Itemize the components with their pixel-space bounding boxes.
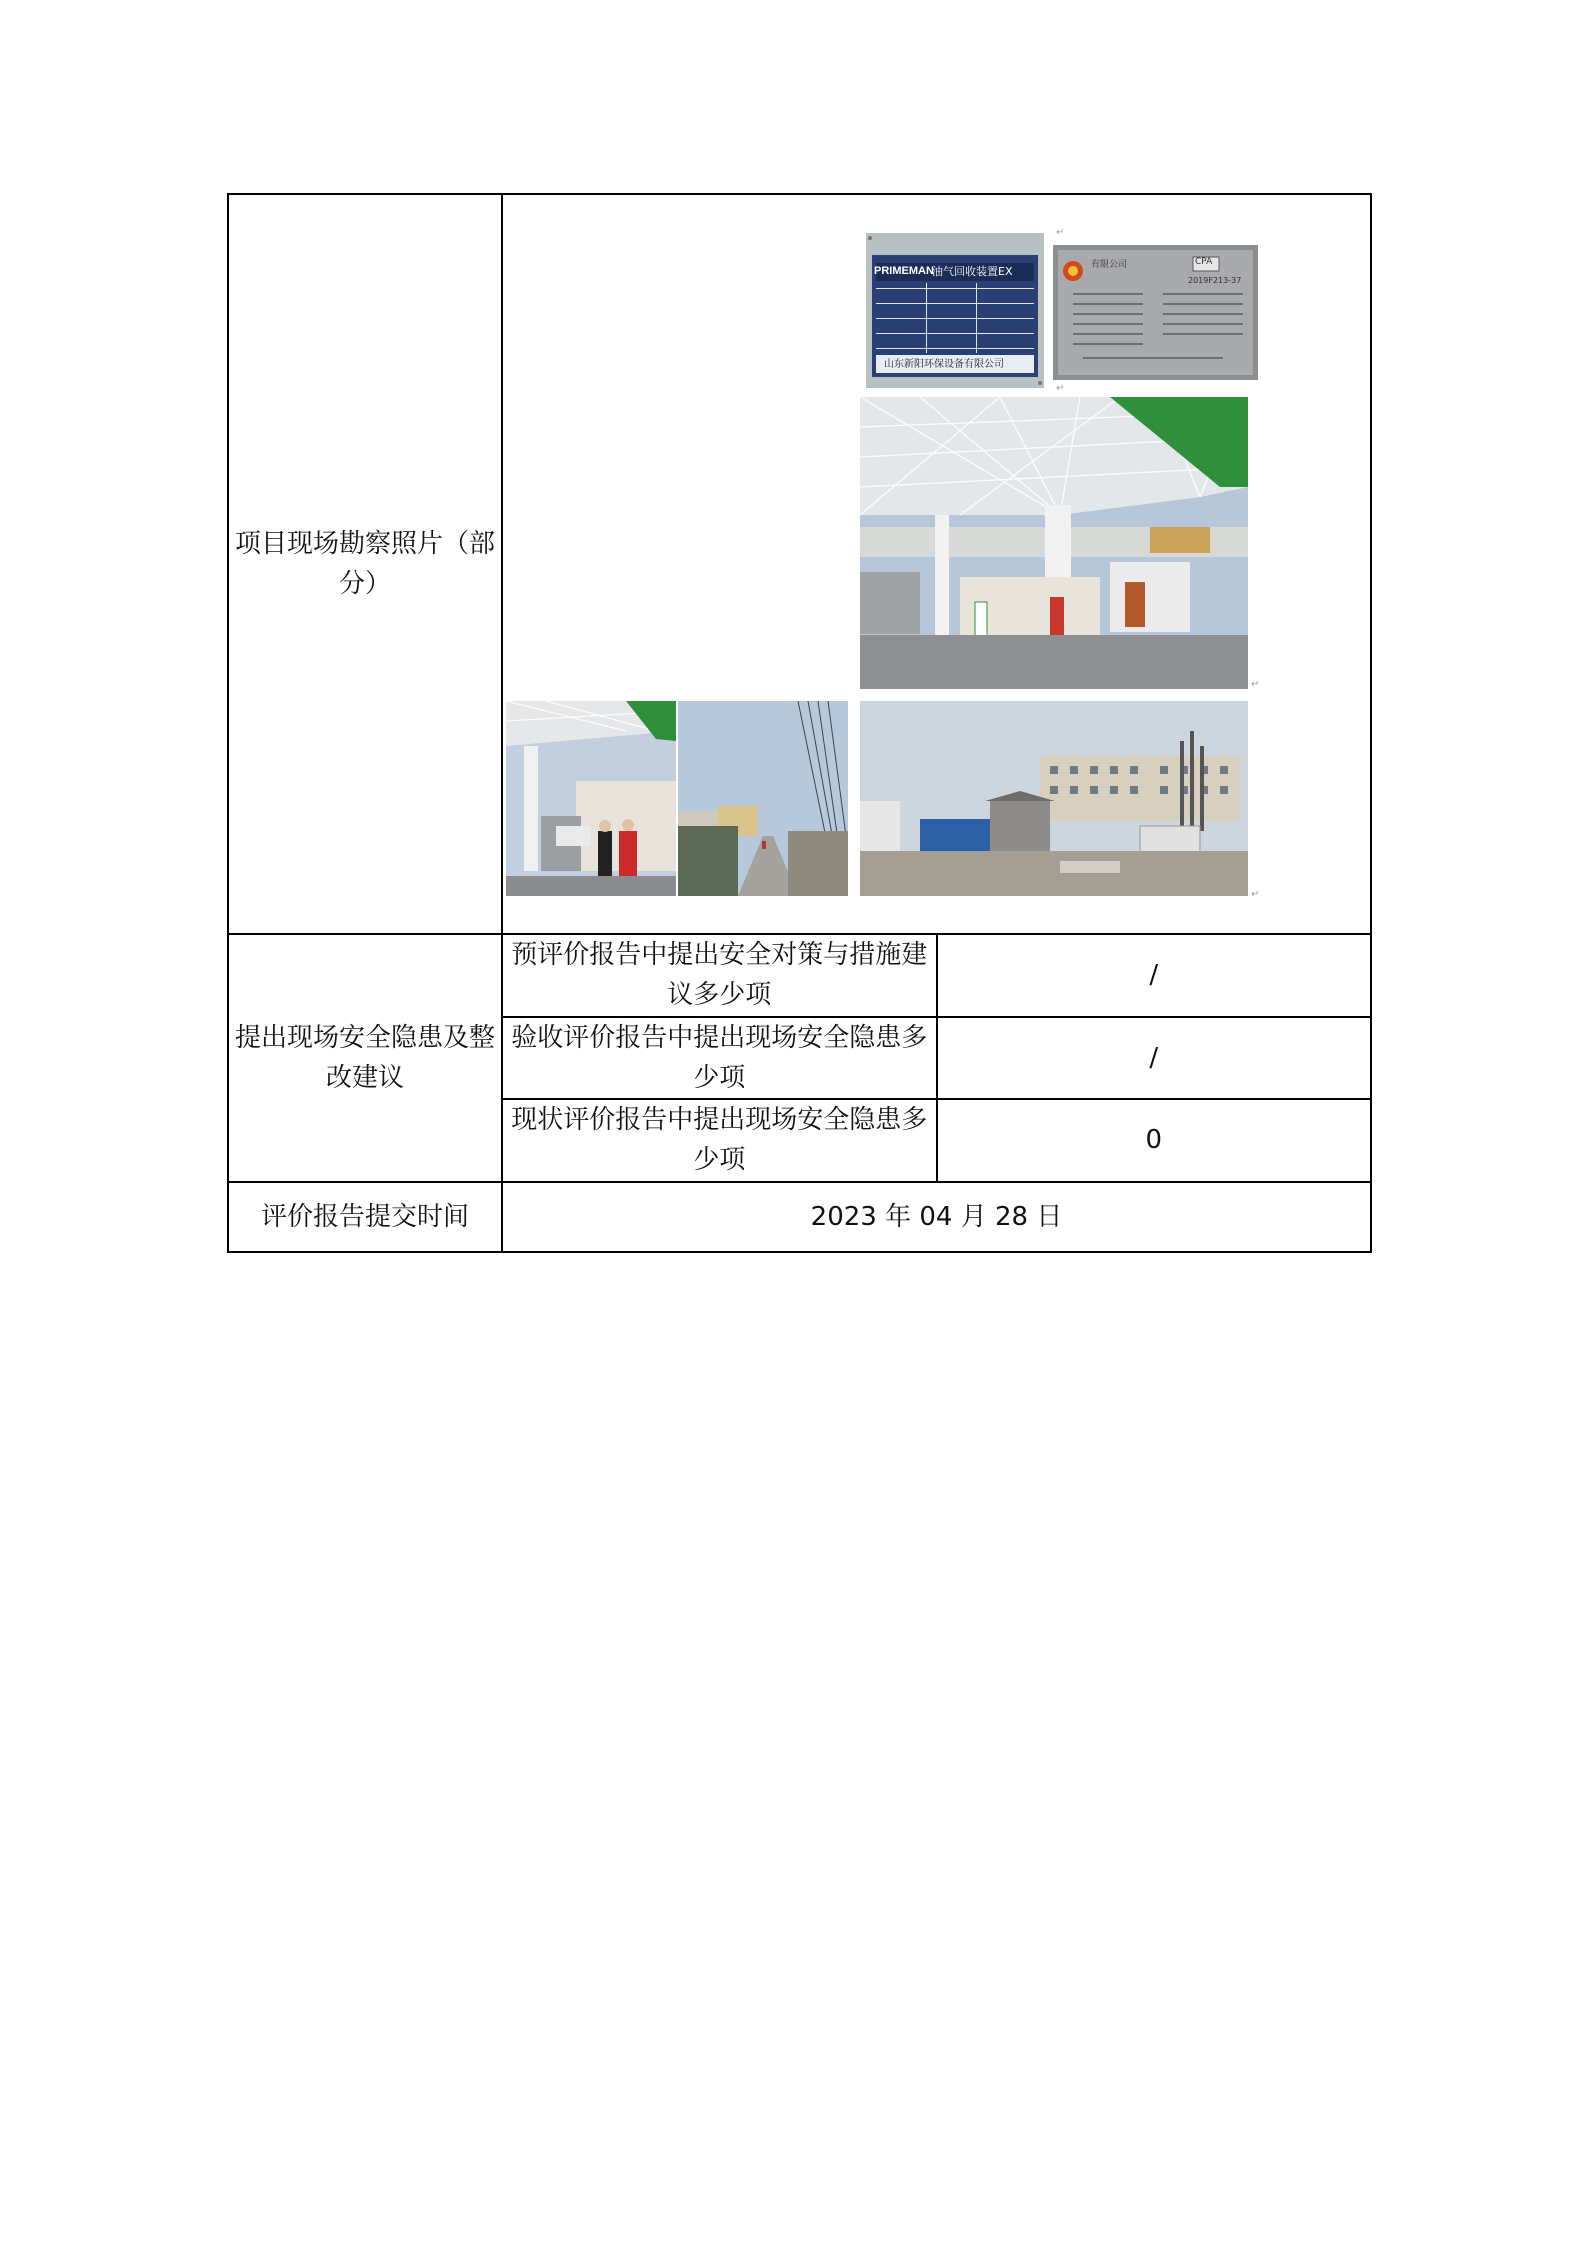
submit-time-row <box>228 1182 1371 1252</box>
hazard-question: 现状评价报告中提出现场安全隐患多少项 <box>502 1099 937 1182</box>
photos-label: 项目现场勘察照片（部分） <box>228 194 502 934</box>
photo-collage <box>503 195 1370 933</box>
hazard-answer: / <box>937 934 1372 1017</box>
hazard-question: 验收评价报告中提出现场安全隐患多少项 <box>502 1017 937 1100</box>
nameplate-maker: 山东新阳环保设备有限公司 <box>884 359 1004 370</box>
submit-date: 2023 年 04 月 28 日 <box>502 1182 1371 1252</box>
nameplate2-code: 2019F213-37 <box>1188 276 1242 285</box>
nameplate-brand: PRIMEMAN <box>874 265 934 277</box>
station-canopy-photo <box>860 397 1248 689</box>
dispenser-nameplate-photo <box>1053 245 1258 380</box>
hazard-question: 预评价报告中提出安全对策与措施建议多少项 <box>502 934 937 1017</box>
hazard-answer: / <box>937 1017 1372 1100</box>
hazard-answer: 0 <box>937 1099 1372 1182</box>
nameplate2-title: 有限公司 <box>1091 260 1128 270</box>
paragraph-mark: ↵ <box>1251 679 1260 690</box>
nameplate2-logo: CPA <box>1195 257 1213 267</box>
submit-time-label: 评价报告提交时间 <box>228 1182 502 1252</box>
yard-tank-area-photo <box>860 701 1248 896</box>
photos-cell <box>502 194 1371 934</box>
vapor-recovery-nameplate-photo <box>866 233 1044 388</box>
canopy-people-photo <box>506 701 676 896</box>
photos-row <box>228 194 1371 934</box>
nameplate-title: 油气回收装置EX <box>932 265 1013 278</box>
paragraph-mark: ↵ <box>1251 889 1260 900</box>
hazard-row-1 <box>228 934 1371 1017</box>
hazards-label: 提出现场安全隐患及整改建议 <box>228 934 502 1182</box>
paragraph-mark: ↵ <box>1056 383 1065 394</box>
paragraph-mark: ↵ <box>1056 227 1065 238</box>
road-outside-photo <box>678 701 848 896</box>
evaluation-summary-table <box>227 193 1372 1253</box>
